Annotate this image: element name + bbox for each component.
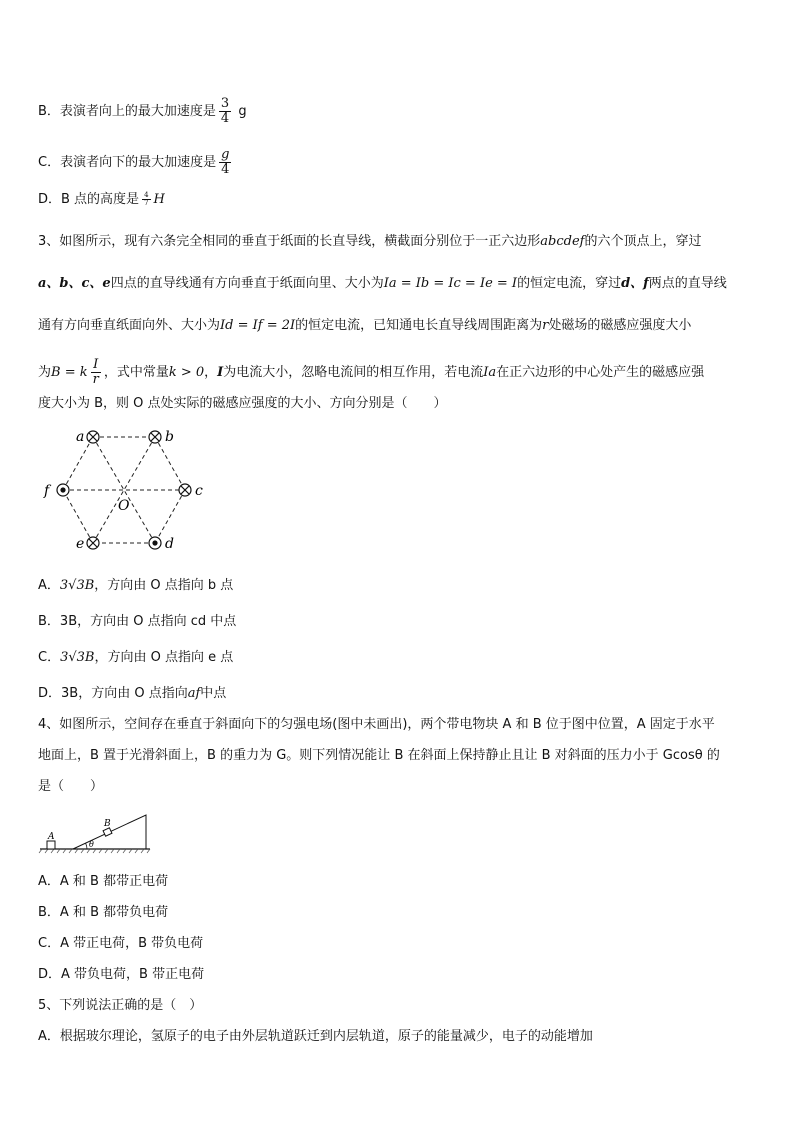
fraction: $\frac{4}{7}$: [144, 191, 149, 207]
q4-option-d: D．A 带负电荷，B 带正电荷: [38, 967, 205, 982]
q3-option-b: B．3B，方向由 O 点指向 cd 中点: [38, 614, 237, 629]
q4-option-c: C．A 带正电荷，B 带负电荷: [38, 936, 204, 951]
q4-option-b: B．A 和 B 都带负电荷: [38, 905, 169, 920]
wire-d: [149, 537, 161, 549]
label-a: a: [76, 429, 85, 445]
q3-line-5: 度大小为 B，则 O 点处实际的磁感应强度的大小、方向分别是（ ）: [38, 396, 447, 411]
hexagon-figure: [40, 422, 220, 557]
q3-line-2: a、b、c、e四点的直导线通有方向垂直于纸面向里、大小为Ia = Ib = Ic = Ie = I的恒定电流，穿过d、f两点的直导线: [38, 276, 727, 291]
block-b: [103, 828, 112, 836]
q3-line-3: 通有方向垂直纸面向外、大小为Id = If = 2I的恒定电流，已知通电长直导线周围距离为r处磁场的磁感应强度大小: [38, 318, 692, 333]
q3-option-a: A．3√3B，方向由 O 点指向 b 点: [38, 578, 234, 593]
q3-line-4: 为B = k $\frac{I}{r}$ ，式中常量k > 0，I为电流大小，忽略电流间的相互作用，若电流Ia在正六边形的中心处产生的磁感应强: [38, 357, 705, 387]
label-f: f: [44, 483, 50, 499]
q4-option-a: A．A 和 B 都带正电荷: [38, 874, 169, 889]
q3-option-d: D．3B，方向由 O 点指向af中点: [38, 686, 227, 701]
q4-line-1: 4、如图所示，空间存在垂直于斜面向下的匀强电场(图中未画出)，两个带电物块 A 和 B 位于图中位置，A 固定于水平: [38, 717, 715, 732]
q5-option-a: A．根据玻尔理论，氢原子的电子由外层轨道跃迁到内层轨道，原子的能量减少，电子的动能增加: [38, 1029, 593, 1044]
fraction: $\frac{I}{r}$: [92, 357, 99, 387]
label-theta: θ: [89, 840, 94, 849]
label-B: B: [104, 819, 111, 829]
fraction: $\frac{g}{4}$: [221, 147, 230, 177]
q4-line-2: 地面上，B 置于光滑斜面上，B 的重力为 G。则下列情况能让 B 在斜面上保持静止且让 B 对斜面的压力小于 Gcosθ 的: [38, 748, 720, 763]
label-A: A: [48, 832, 55, 842]
wire-a: [87, 431, 99, 443]
wire-f: [57, 484, 69, 496]
label-b: b: [165, 429, 174, 445]
fraction: $\frac{3}{4}$: [220, 96, 230, 126]
label-d: d: [165, 536, 174, 552]
q2-option-d: D．B 点的高度是 $\frac{4}{7}$ H: [38, 191, 165, 207]
q3-option-c: C．3√3B，方向由 O 点指向 e 点: [38, 650, 234, 665]
label-e: e: [76, 536, 85, 552]
wire-e: [87, 537, 99, 549]
q3-line-1: 3、如图所示，现有六条完全相同的垂直于纸面的长直导线，横截面分别位于一正六边形abcdef的六个顶点上，穿过: [38, 234, 702, 249]
q2-option-c: C．表演者向下的最大加速度是 $\frac{g}{4}$: [38, 147, 230, 177]
label-O: O: [118, 498, 130, 514]
wire-c: [179, 484, 191, 496]
block-a: [47, 841, 55, 849]
incline-figure: [38, 812, 153, 854]
label-c: c: [195, 483, 203, 499]
q4-line-3: 是（ ）: [38, 779, 104, 794]
wire-b: [149, 431, 161, 443]
q5-stem: 5、下列说法正确的是（ ）: [38, 998, 203, 1013]
q2-option-b: B．表演者向上的最大加速度是 $\frac{3}{4}$ g: [38, 96, 247, 126]
